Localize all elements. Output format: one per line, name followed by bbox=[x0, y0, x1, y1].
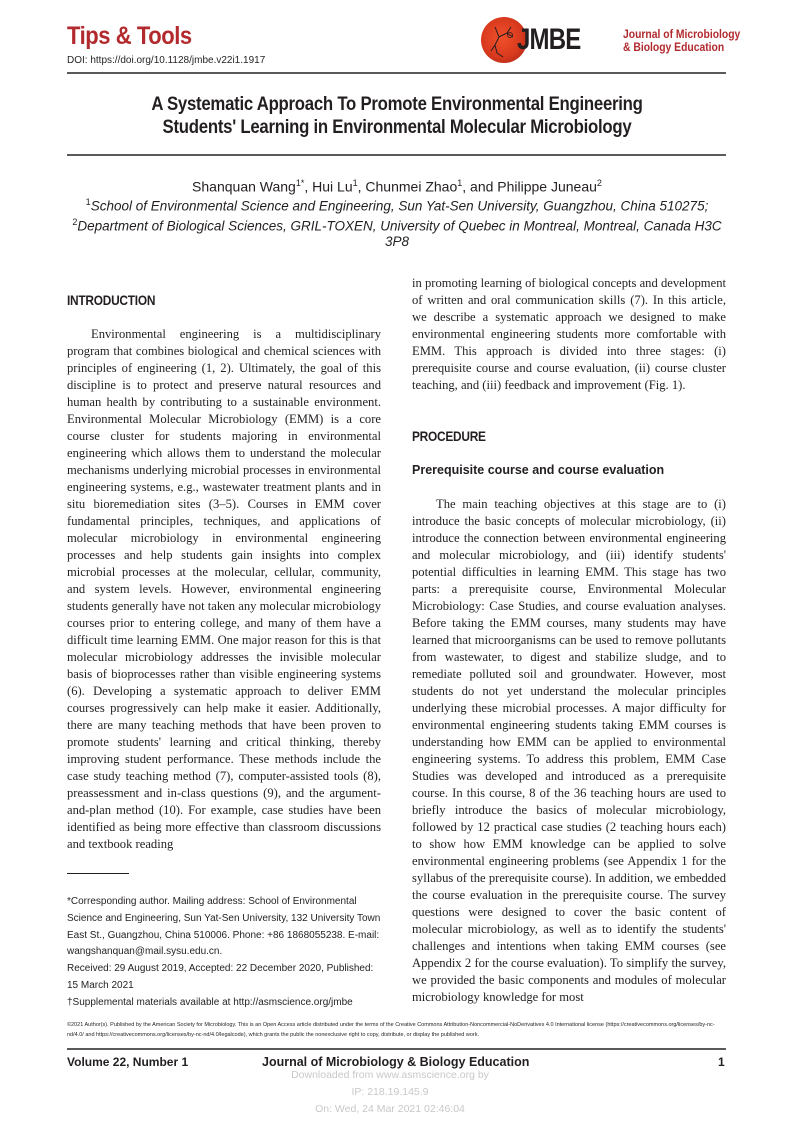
author: Shanquan Wang bbox=[192, 178, 296, 195]
download-watermark: Downloaded from www.asmscience.org by IP: 218.19.145.9 On: Wed, 24 Mar 2021 02:46:04 bbox=[291, 1069, 489, 1115]
logo-journal-name: Journal of Microbiology & Biology Education bbox=[623, 29, 741, 54]
publication-dates: Received: 29 August 2019, Accepted: 22 December 2020, Published: 15 March 2021 bbox=[67, 963, 374, 991]
procedure-heading: PROCEDURE bbox=[412, 428, 486, 444]
article-title: A Systematic Approach To Promote Environmental Engineering Students' Learning in Environmental Molecular Microbiology bbox=[151, 93, 643, 138]
corresponding-author-note: *Corresponding author. Mailing address: School of Environmental Science and Engineering, Sun Yat-Sen University, 132 University Town East St., Guangzhou, China 510006. Phone: +86 1868055238. E-mail: wangshanquan@mail.sysu.edu.cn. bbox=[67, 896, 381, 958]
page-number: 1 bbox=[718, 1055, 725, 1069]
journal-name: Journal of Microbiology & Biology Education bbox=[262, 1055, 530, 1069]
volume-label: Volume 22, Number 1 bbox=[67, 1055, 189, 1069]
footer-divider bbox=[67, 1048, 726, 1050]
author: Hui Lu bbox=[312, 178, 353, 195]
left-column bbox=[67, 292, 381, 853]
header-divider bbox=[67, 72, 726, 74]
supplemental-note: †Supplemental materials available at http://asmscience.org/jmbe bbox=[67, 996, 353, 1008]
affiliation-2: $^2$Department of Biological Sciences, GRIL-TOXEN, University of Quebec in Montreal, Montreal, Canada H3C 3P8 bbox=[72, 217, 722, 249]
footnote-divider bbox=[67, 873, 129, 874]
title-divider bbox=[67, 154, 726, 156]
subsection-heading: Prerequisite course and course evaluation bbox=[412, 463, 665, 477]
right-column bbox=[412, 275, 726, 1006]
author-list: Shanquan Wang$^{1*}$, Hui Lu$^1$, Chunmei Zhao$^1$, and Philippe Juneau$^2$ bbox=[192, 178, 602, 195]
procedure-paragraph: The main teaching objectives at this stage are to (i) introduce the basic concepts of molecular microbiology, (ii) introduce the connection between environmental engineering and molecular microbiology, and (iii) identify students' potential difficulties in learning EMM. This stage has two parts: a prerequisite course, Environmental Molecular Microbiology: Case Studies, and course evaluation analyses. Before taking the EMM courses, many students may have learned that microorganisms can be used to remove pollutants from wastewater, to digest and stabilize sludge, and to remediate polluted soil and groundwater. However, most students do not yet understand the molecular principles underlying these microbial processes. A major difficulty for environmental engineering students taking EMM courses is understanding how EMM can be applied to environmental engineering systems. To address this problem, EMM Case Studies was developed and introduced as a prerequisite course. In this course, 8 of the 36 teaching hours are used to briefly introduce the basics of molecular microbiology, followed by 12 practical case studies (2 teaching hours each) to show how EMM knowledge can be applied to solve environmental engineering problems (see Appendix 1 for the syllabus of the prerequisite course). In addition, we embedded the course evaluation in the prerequisite course. The survey questions were designed to cover the basic content of molecular microbiology, as well as to identify the students' challenges and intentions when taking EMM courses (see Appendix 2 for the course evaluation). To simplify the survey, we provided the basic components and modules of molecular microbiology knowledge for most bbox=[412, 497, 726, 1004]
section-tag: Tips & Tools bbox=[67, 22, 192, 50]
license-notice: ©2021 Author(s). Published by the American Society for Microbiology. This is an Open Access article distributed under the terms of the Creative Commons Attribution-Noncommercial-NoDerivatives 4.0 International license (https://creativecommons.org/licenses/by-nc-nd/4.0/ and https://creativecommons.org/licenses/by-nc-nd/4.0/legalcode), which grants the public the nonexclusive right to copy, distribute, or display the published work. bbox=[67, 1022, 715, 1038]
doi-link[interactable]: DOI: https://doi.org/10.1128/jmbe.v22i1.1917 bbox=[67, 55, 266, 66]
author: Chunmei Zhao bbox=[365, 178, 458, 195]
affiliation-1: $^1$School of Environmental Science and Engineering, Sun Yat-Sen University, Guangzhou, China 510275; bbox=[85, 197, 709, 214]
author: Philippe Juneau bbox=[497, 178, 597, 195]
footnotes bbox=[67, 894, 383, 1012]
introduction-heading: INTRODUCTION bbox=[67, 292, 156, 308]
logo-mark: JMBE bbox=[517, 23, 581, 56]
journal-logo bbox=[481, 14, 741, 66]
introduction-continued: in promoting learning of biological concepts and development of written and oral communication skills (7). In this article, we describe a systematic approach we designed to make environmental engineering students more comfortable with EMM. This approach is divided into three stages: (i) prerequisite course and course evaluation, (ii) course cluster teaching, and (iii) feedback and improvement (Fig. 1). bbox=[412, 276, 726, 392]
introduction-paragraph: Environmental engineering is a multidisciplinary program that combines biological and chemical sciences with principles of engineering (1, 2). Ultimately, the goal of this discipline is to protect and preserve natural resources and human health by contributing to a sustainable environment. Environmental Molecular Microbiology (EMM) is a core course cluster for students majoring in environmental engineering which allows them to understand the molecular mechanisms underlying microbial processes in environmental engineering systems, e.g., wastewater treatment plants and in situ bioremediation sites (3–5). Courses in EMM cover fundamental principles, techniques, and applications of molecular microbiology in environmental engineering processes and help students gain insights into complex microbial processes at the molecular, cellular, community, and system levels. However, environmental engineering students generally have not taken any molecular microbiology courses prior to entering college, and many of them have a difficult time learning EMM. One major reason for this is that molecular microbiology addresses the invisible molecular basis of bioprocesses rather than visible engineering systems (6). Developing a systematic approach to deliver EMM courses progressively can help make it easier. Additionally, there are many teaching methods that have been proven to promote students' learning and critical thinking, thereby improving student performance. These methods include the case study teaching method (7), computer-assisted tools (8), preassessment and in-class questions (9), and the argument-and-plan method (10). For example, case studies have been identified as being more effective than classroom discussions and textbook reading bbox=[67, 327, 381, 851]
